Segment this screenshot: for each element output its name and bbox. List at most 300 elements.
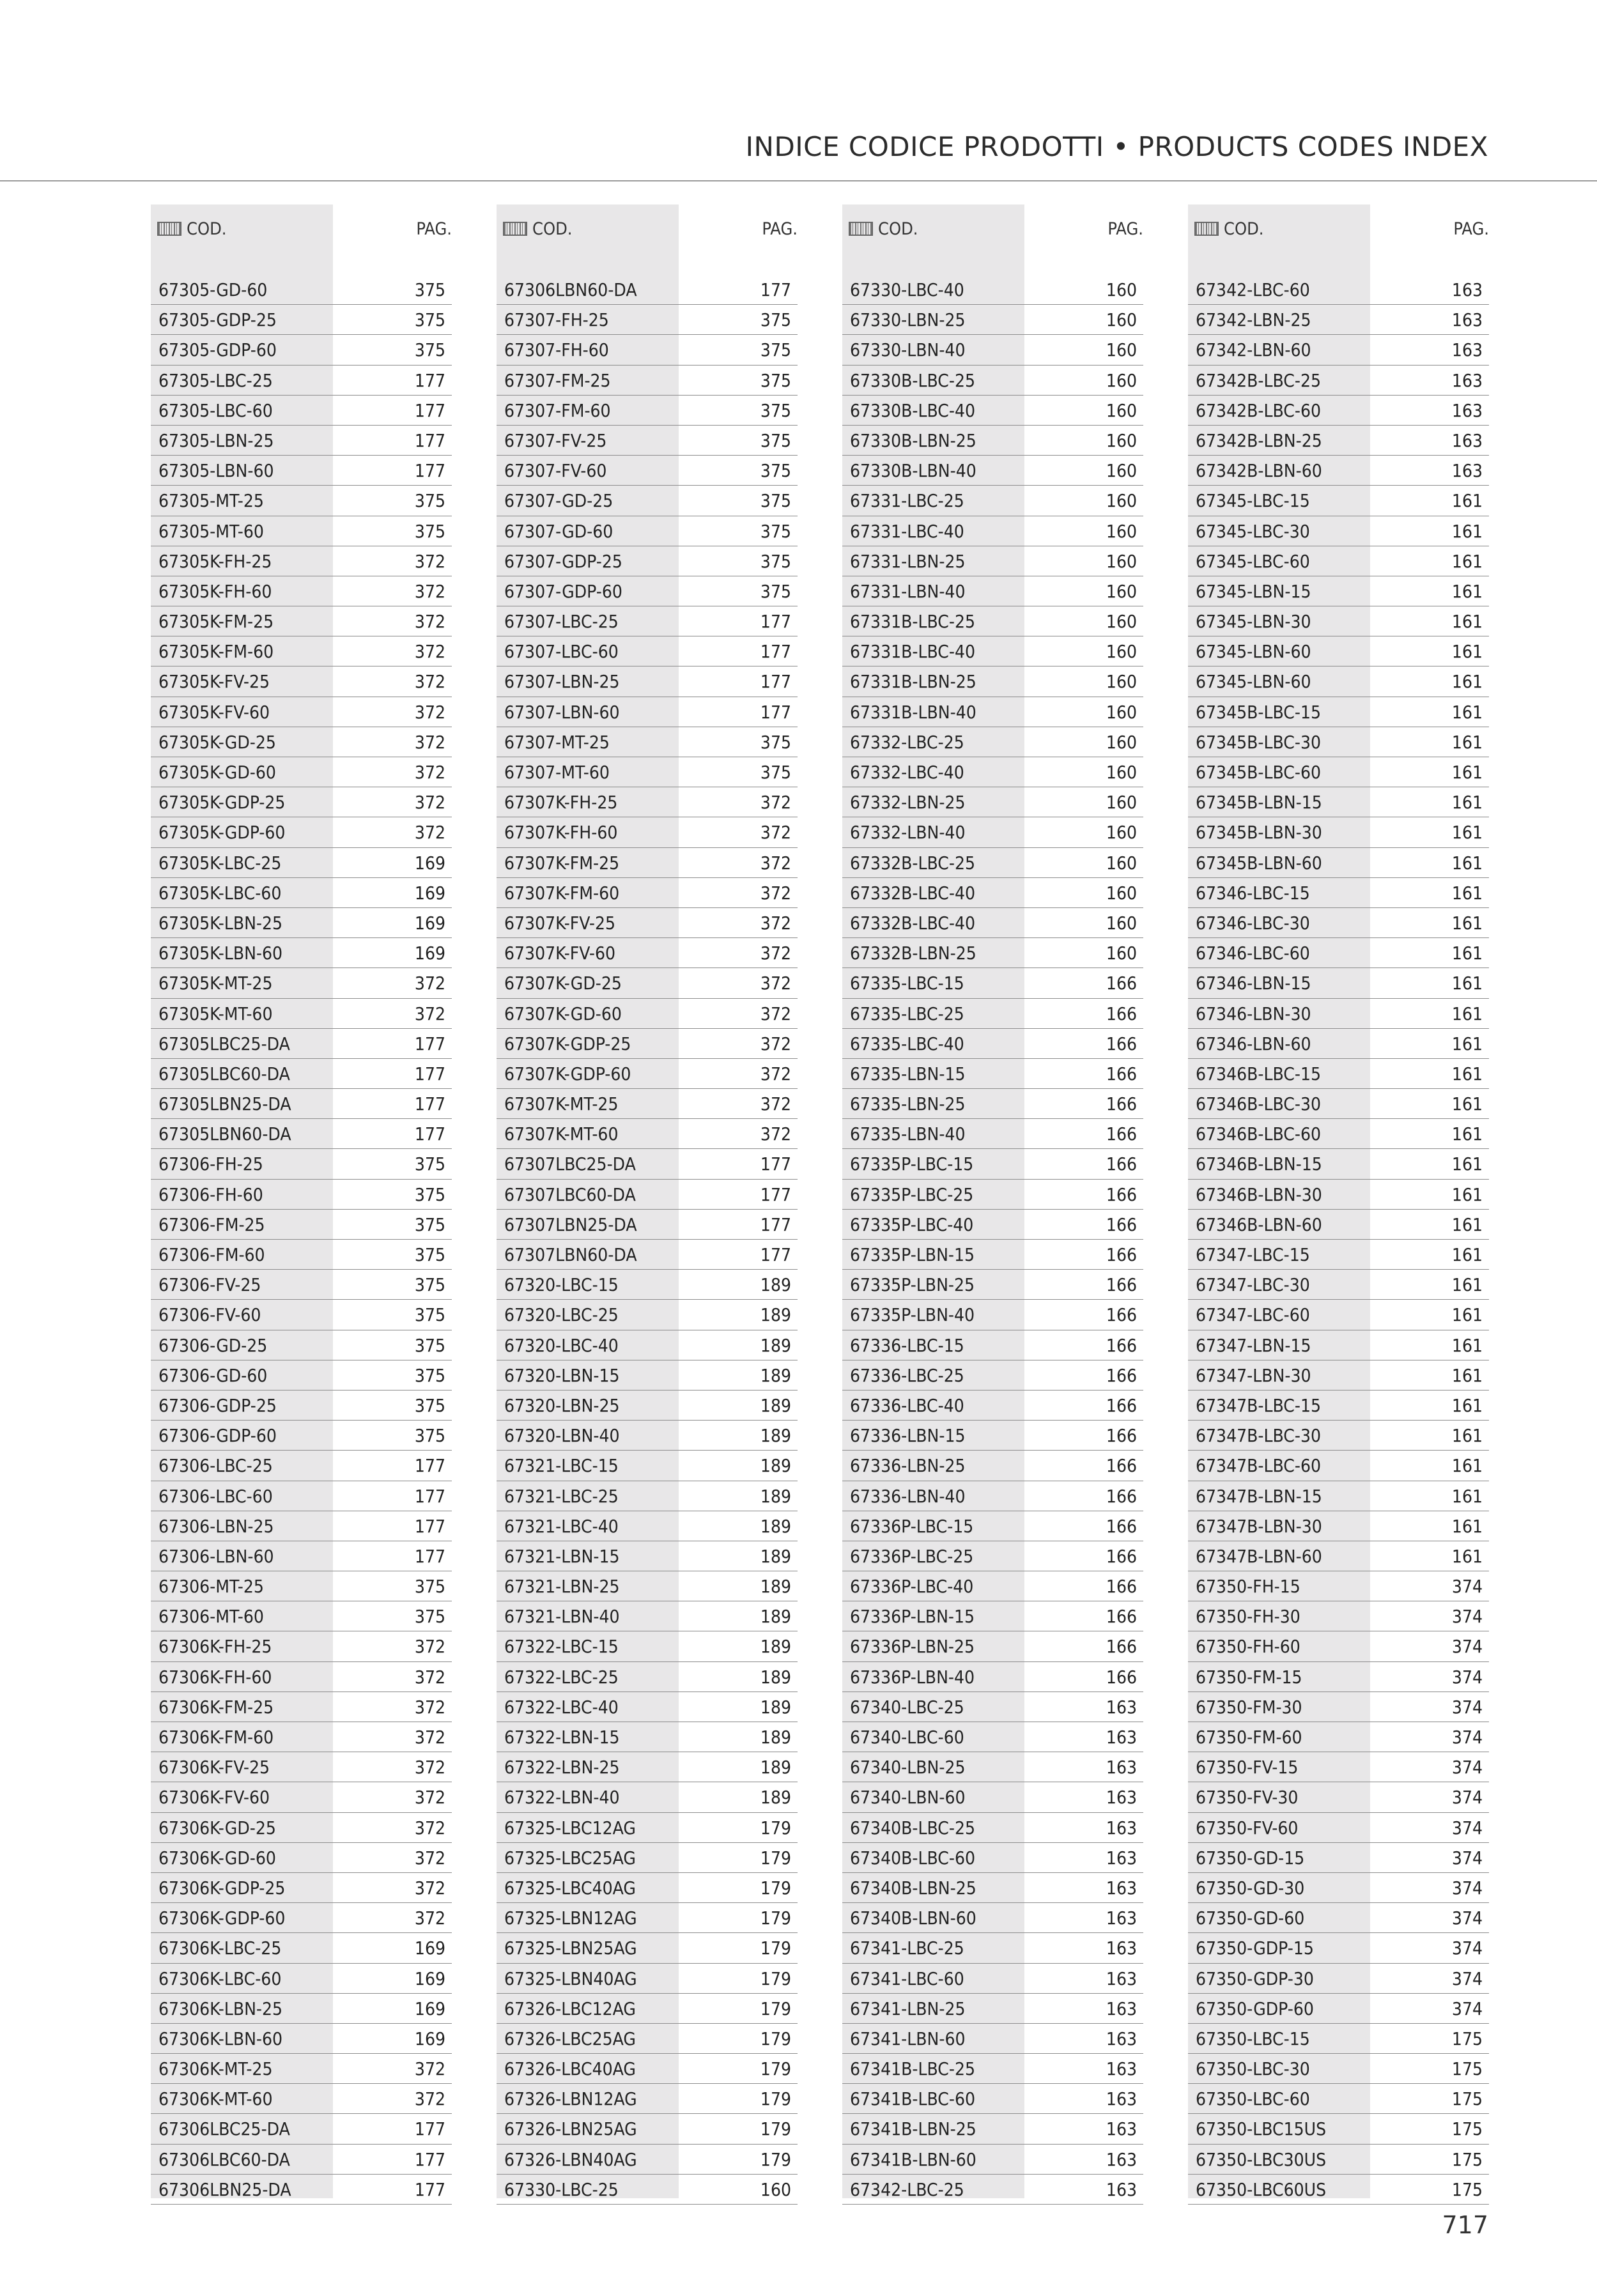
page-ref: 177 xyxy=(760,641,791,663)
product-code: 67341-LBC-60 xyxy=(850,1968,964,1989)
table-row xyxy=(1188,787,1489,817)
page-ref: 166 xyxy=(1106,1153,1137,1175)
product-code: 67341-LBN-60 xyxy=(850,2028,966,2049)
table-row xyxy=(842,1994,1143,2024)
table-row xyxy=(842,2145,1143,2175)
page-ref: 179 xyxy=(760,2148,791,2170)
page-ref: 177 xyxy=(414,429,445,451)
page-ref: 160 xyxy=(1106,912,1137,934)
page-ref: 160 xyxy=(1106,822,1137,844)
product-code: 67326-LBC40AG xyxy=(504,2058,636,2080)
table-row xyxy=(497,1270,798,1300)
table-row xyxy=(151,1511,452,1541)
product-code: 67305K-FH-25 xyxy=(158,550,272,572)
product-code: 67325-LBC12AG xyxy=(504,1817,636,1838)
page-ref: 189 xyxy=(760,1606,791,1628)
table-row xyxy=(497,908,798,938)
page-ref: 160 xyxy=(1106,792,1137,813)
product-code: 67340-LBN-60 xyxy=(850,1787,966,1808)
product-code: 67305K-FH-60 xyxy=(158,580,272,602)
table-row xyxy=(1188,1722,1489,1752)
page-ref: 189 xyxy=(760,1455,791,1477)
product-code: 67346-LBC-30 xyxy=(1196,912,1310,934)
page-ref: 166 xyxy=(1106,1394,1137,1416)
product-code: 67306K-FV-60 xyxy=(158,1787,270,1808)
product-code: 67336P-LBN-25 xyxy=(850,1636,975,1658)
page-ref: 374 xyxy=(1451,1877,1483,1899)
page-ref: 374 xyxy=(1451,1847,1483,1868)
product-code: 67306-GD-60 xyxy=(158,1364,268,1386)
table-row xyxy=(151,817,452,847)
page-ref: 374 xyxy=(1451,1696,1483,1718)
page-ref: 179 xyxy=(760,1817,791,1838)
table-row xyxy=(151,1752,452,1782)
page-ref: 166 xyxy=(1106,973,1137,994)
page-ref: 161 xyxy=(1451,822,1483,844)
table-row xyxy=(842,2084,1143,2114)
table-row xyxy=(151,2175,452,2205)
page-ref: 163 xyxy=(1106,1727,1137,1748)
product-code: 67321-LBN-15 xyxy=(504,1545,620,1567)
table-row xyxy=(1188,456,1489,486)
table-row xyxy=(497,697,798,727)
product-code: 67307K-FH-25 xyxy=(504,792,618,813)
table-row xyxy=(1188,817,1489,847)
code-header xyxy=(157,217,227,240)
table-row xyxy=(842,848,1143,878)
table-row xyxy=(1188,1089,1489,1119)
table-row xyxy=(842,1270,1143,1300)
column-header xyxy=(1188,204,1489,249)
product-code: 67307K-GDP-25 xyxy=(504,1033,631,1054)
product-code: 67305-LBC-60 xyxy=(158,399,273,421)
product-code: 67307-FV-25 xyxy=(504,429,607,451)
product-code: 67307-LBC-60 xyxy=(504,641,619,663)
page-ref: 161 xyxy=(1451,1153,1483,1175)
table-row xyxy=(151,1481,452,1511)
table-row xyxy=(1188,576,1489,606)
product-code: 67346B-LBN-15 xyxy=(1196,1153,1322,1175)
page-ref: 163 xyxy=(1451,339,1483,361)
table-row xyxy=(497,727,798,757)
table-row xyxy=(497,968,798,998)
page-ref: 189 xyxy=(760,1304,791,1326)
table-row xyxy=(497,787,798,817)
product-code: 67347-LBN-30 xyxy=(1196,1364,1311,1386)
page-ref: 160 xyxy=(1106,852,1137,874)
table-row xyxy=(151,1903,452,1933)
table-row xyxy=(497,426,798,456)
table-row xyxy=(497,1903,798,1933)
page-ref: 177 xyxy=(414,1123,445,1145)
page-ref: 163 xyxy=(1106,1696,1137,1718)
product-code: 67322-LBC-15 xyxy=(504,1636,619,1658)
product-code: 67345-LBN-30 xyxy=(1196,611,1311,633)
page-ref: 161 xyxy=(1451,1244,1483,1265)
table-row xyxy=(151,1240,452,1270)
table-row xyxy=(842,516,1143,546)
page-ref: 166 xyxy=(1106,1364,1137,1386)
table-row xyxy=(497,1180,798,1210)
product-code: 67340B-LBC-60 xyxy=(850,1847,976,1868)
product-code: 67336P-LBC-25 xyxy=(850,1545,974,1567)
table-row xyxy=(151,2084,452,2114)
page-ref: 375 xyxy=(760,550,791,572)
table-row xyxy=(151,456,452,486)
product-code: 67307-LBC-25 xyxy=(504,611,619,633)
table-row xyxy=(151,1180,452,1210)
table-row xyxy=(1188,697,1489,727)
product-code: 67332B-LBC-40 xyxy=(850,882,976,904)
product-code: 67350-GD-15 xyxy=(1196,1847,1305,1868)
table-row xyxy=(842,1662,1143,1692)
table-row xyxy=(1188,1391,1489,1421)
page-header-label: PAG. xyxy=(1107,219,1143,239)
table-row xyxy=(497,1210,798,1240)
page-ref: 177 xyxy=(414,1033,445,1054)
product-code: 67307-LBN-60 xyxy=(504,701,620,723)
page-ref: 372 xyxy=(760,943,791,964)
table-row xyxy=(1188,275,1489,305)
product-code: 67350-FV-15 xyxy=(1196,1757,1299,1778)
table-row xyxy=(1188,878,1489,908)
table-row xyxy=(842,1240,1143,1270)
table-row xyxy=(1188,1903,1489,1933)
table-row xyxy=(151,426,452,456)
product-code: 67306K-LBN-25 xyxy=(158,1998,283,2019)
product-code: 67306K-GDP-25 xyxy=(158,1877,286,1899)
table-row xyxy=(1188,1873,1489,1903)
code-header xyxy=(503,217,573,240)
page-ref: 375 xyxy=(760,520,791,542)
table-row xyxy=(151,275,452,305)
page-ref: 160 xyxy=(1106,701,1137,723)
table-row xyxy=(497,366,798,396)
table-row xyxy=(1188,426,1489,456)
table-row xyxy=(842,938,1143,968)
page-ref: 372 xyxy=(414,973,445,994)
table-row xyxy=(497,999,798,1029)
table-row xyxy=(842,606,1143,636)
table-row xyxy=(1188,636,1489,666)
page-ref: 179 xyxy=(760,1938,791,1959)
page-ref: 372 xyxy=(414,641,445,663)
table-row xyxy=(842,1451,1143,1481)
table-row xyxy=(1188,757,1489,787)
product-code: 67305-LBC-25 xyxy=(158,369,273,391)
page-ref: 177 xyxy=(760,1213,791,1235)
product-code: 67307LBN60-DA xyxy=(504,1244,637,1265)
table-row xyxy=(1188,305,1489,335)
table-row xyxy=(151,636,452,666)
product-code: 67306K-FM-60 xyxy=(158,1727,274,1748)
table-row xyxy=(1188,1421,1489,1451)
table-row xyxy=(497,305,798,335)
table-row xyxy=(151,1782,452,1812)
product-code: 67306LBC60-DA xyxy=(158,2148,290,2170)
table-row xyxy=(842,1029,1143,1059)
product-code: 67350-LBC-60 xyxy=(1196,2088,1310,2110)
page-ref: 161 xyxy=(1451,1183,1483,1205)
page-ref: 372 xyxy=(414,1757,445,1778)
table-row xyxy=(151,1360,452,1391)
table-row xyxy=(1188,396,1489,426)
product-code: 67345-LBN-60 xyxy=(1196,641,1311,663)
page-ref: 375 xyxy=(414,279,445,300)
product-code: 67306K-FH-25 xyxy=(158,1636,272,1658)
table-row xyxy=(151,1119,452,1149)
page-ref: 163 xyxy=(1106,2148,1137,2170)
product-code: 67307K-FM-60 xyxy=(504,882,620,904)
table-row xyxy=(842,1180,1143,1210)
table-row xyxy=(151,1933,452,1963)
page-ref: 189 xyxy=(760,1757,791,1778)
product-code: 67322-LBC-40 xyxy=(504,1696,619,1718)
product-code: 67307K-FV-25 xyxy=(504,912,616,934)
page-ref: 372 xyxy=(760,1003,791,1024)
page-ref: 166 xyxy=(1106,1003,1137,1024)
product-code: 67335-LBN-40 xyxy=(850,1123,966,1145)
page-ref: 177 xyxy=(414,1093,445,1115)
table-row xyxy=(151,2114,452,2144)
page-ref: 179 xyxy=(760,1998,791,2019)
page-ref: 179 xyxy=(760,1907,791,1929)
product-code: 67331B-LBC-25 xyxy=(850,611,976,633)
page-ref: 189 xyxy=(760,1727,791,1748)
index-column xyxy=(1188,204,1489,2205)
product-code: 67320-LBN-25 xyxy=(504,1394,620,1416)
column-header xyxy=(842,204,1143,249)
product-code: 67341B-LBN-25 xyxy=(850,2118,976,2140)
product-code: 67336P-LBN-15 xyxy=(850,1606,975,1628)
product-code: 67347-LBN-15 xyxy=(1196,1334,1311,1356)
page-ref: 372 xyxy=(414,1787,445,1808)
page-ref: 372 xyxy=(760,912,791,934)
table-row xyxy=(842,968,1143,998)
code-header-label: COD. xyxy=(532,219,573,239)
product-code: 67306-MT-25 xyxy=(158,1576,264,1598)
barcode-icon xyxy=(1194,222,1219,236)
product-code: 67342B-LBC-60 xyxy=(1196,399,1322,421)
table-row xyxy=(497,2084,798,2114)
table-row xyxy=(151,335,452,365)
table-row xyxy=(1188,1541,1489,1571)
table-row xyxy=(1188,1119,1489,1149)
table-row xyxy=(842,1330,1143,1360)
page-ref: 189 xyxy=(760,1334,791,1356)
product-code: 67321-LBC-40 xyxy=(504,1515,619,1537)
page-ref: 372 xyxy=(414,580,445,602)
page-ref: 160 xyxy=(1106,429,1137,451)
page-ref: 179 xyxy=(760,2028,791,2049)
page-ref: 374 xyxy=(1451,1968,1483,1989)
table-row xyxy=(842,486,1143,516)
table-row xyxy=(842,396,1143,426)
table-row xyxy=(497,1933,798,1963)
table-row xyxy=(151,1300,452,1330)
table-row xyxy=(151,1330,452,1360)
index-column xyxy=(842,204,1143,2205)
table-row xyxy=(1188,1481,1489,1511)
table-row xyxy=(497,486,798,516)
page-ref: 374 xyxy=(1451,1787,1483,1808)
product-code: 67330B-LBN-25 xyxy=(850,429,976,451)
page-ref: 177 xyxy=(414,1063,445,1084)
table-row xyxy=(151,1571,452,1601)
product-code: 67347B-LBC-30 xyxy=(1196,1425,1322,1447)
product-code: 67347B-LBN-15 xyxy=(1196,1485,1322,1507)
product-code: 67342B-LBN-60 xyxy=(1196,460,1322,482)
table-row xyxy=(842,1903,1143,1933)
page-ref: 161 xyxy=(1451,641,1483,663)
product-code: 67350-FM-30 xyxy=(1196,1696,1302,1718)
product-code: 67331-LBN-40 xyxy=(850,580,966,602)
table-row xyxy=(151,1873,452,1903)
page-ref: 372 xyxy=(760,1033,791,1054)
table-row xyxy=(151,878,452,908)
product-code: 67306K-LBC-25 xyxy=(158,1938,282,1959)
page-ref: 372 xyxy=(760,852,791,874)
product-code: 67326-LBN12AG xyxy=(504,2088,637,2110)
page-ref: 179 xyxy=(760,1847,791,1868)
product-code: 67307-FM-60 xyxy=(504,399,611,421)
product-code: 67345B-LBN-60 xyxy=(1196,852,1322,874)
table-row xyxy=(151,697,452,727)
table-row xyxy=(151,999,452,1029)
page-ref: 177 xyxy=(414,369,445,391)
product-code: 67346-LBN-30 xyxy=(1196,1003,1311,1024)
product-code: 67350-FM-60 xyxy=(1196,1727,1302,1748)
table-row xyxy=(151,666,452,697)
page-ref: 163 xyxy=(1451,309,1483,331)
product-code: 67305LBN60-DA xyxy=(158,1123,291,1145)
product-code: 67325-LBN12AG xyxy=(504,1907,637,1929)
product-code: 67305LBC25-DA xyxy=(158,1033,290,1054)
page-ref: 160 xyxy=(1106,882,1137,904)
product-code: 67346B-LBC-15 xyxy=(1196,1063,1322,1084)
table-row xyxy=(497,1360,798,1391)
table-row xyxy=(842,1843,1143,1873)
table-row xyxy=(842,335,1143,365)
page-ref: 179 xyxy=(760,1877,791,1899)
product-code: 67326-LBC25AG xyxy=(504,2028,636,2049)
product-code: 67306K-MT-60 xyxy=(158,2088,273,2110)
product-code: 67341-LBN-25 xyxy=(850,1998,966,2019)
product-code: 67346B-LBC-30 xyxy=(1196,1093,1322,1115)
page-ref: 163 xyxy=(1106,1938,1137,1959)
product-code: 67307-FH-25 xyxy=(504,309,609,331)
product-code: 67322-LBN-25 xyxy=(504,1757,620,1778)
table-row xyxy=(497,275,798,305)
product-code: 67306K-FV-25 xyxy=(158,1757,270,1778)
table-row xyxy=(151,366,452,396)
product-code: 67332B-LBC-25 xyxy=(850,852,976,874)
product-code: 67307-GD-60 xyxy=(504,520,613,542)
page-ref: 161 xyxy=(1451,1003,1483,1024)
page-ref: 177 xyxy=(760,671,791,693)
page-ref: 166 xyxy=(1106,1425,1137,1447)
table-row xyxy=(842,757,1143,787)
page-ref: 177 xyxy=(414,2118,445,2140)
page-ref: 372 xyxy=(414,1666,445,1688)
page-ref: 166 xyxy=(1106,1455,1137,1477)
product-code: 67320-LBC-25 xyxy=(504,1304,619,1326)
page-ref: 160 xyxy=(1106,731,1137,753)
page-ref: 160 xyxy=(1106,339,1137,361)
barcode-icon xyxy=(157,222,181,236)
product-code: 67307K-MT-25 xyxy=(504,1093,619,1115)
page-ref: 179 xyxy=(760,2058,791,2080)
product-code: 67345-LBN-15 xyxy=(1196,580,1311,602)
table-row xyxy=(842,1511,1143,1541)
product-code: 67335P-LBN-40 xyxy=(850,1304,975,1326)
product-code: 67330-LBN-40 xyxy=(850,339,966,361)
product-code: 67336P-LBC-15 xyxy=(850,1515,974,1537)
product-code: 67306-GDP-25 xyxy=(158,1394,277,1416)
product-code: 67307-FV-60 xyxy=(504,460,607,482)
table-row xyxy=(497,1873,798,1903)
table-row xyxy=(842,1541,1143,1571)
barcode-icon xyxy=(849,222,873,236)
page-ref: 374 xyxy=(1451,1727,1483,1748)
page-ref: 189 xyxy=(760,1485,791,1507)
table-row xyxy=(1188,1813,1489,1843)
table-row xyxy=(497,2054,798,2084)
page-ref: 161 xyxy=(1451,912,1483,934)
table-row xyxy=(1188,1843,1489,1873)
page-ref: 161 xyxy=(1451,1063,1483,1084)
product-code: 67350-FH-30 xyxy=(1196,1606,1300,1628)
product-code: 67305K-GD-60 xyxy=(158,762,276,783)
table-row xyxy=(151,546,452,576)
page-ref: 166 xyxy=(1106,1515,1137,1537)
page-ref: 166 xyxy=(1106,1033,1137,1054)
table-row xyxy=(497,1089,798,1119)
table-row xyxy=(1188,366,1489,396)
product-code: 67335P-LBN-15 xyxy=(850,1244,975,1265)
page-ref: 375 xyxy=(414,490,445,512)
table-row xyxy=(151,1391,452,1421)
table-row xyxy=(1188,606,1489,636)
table-row xyxy=(151,516,452,546)
table-row xyxy=(497,2114,798,2144)
product-code: 67306K-MT-25 xyxy=(158,2058,273,2080)
product-code: 67306-GDP-60 xyxy=(158,1425,277,1447)
product-code: 67345B-LBC-30 xyxy=(1196,731,1322,753)
product-code: 67307-GDP-60 xyxy=(504,580,622,602)
page-ref: 177 xyxy=(760,1153,791,1175)
table-row xyxy=(1188,1240,1489,1270)
page-ref: 177 xyxy=(414,1545,445,1567)
product-code: 67305K-MT-25 xyxy=(158,973,273,994)
product-code: 67306K-FH-60 xyxy=(158,1666,272,1688)
table-row xyxy=(497,1662,798,1692)
table-row xyxy=(1188,1059,1489,1089)
code-list xyxy=(151,275,452,2205)
page-ref: 163 xyxy=(1106,1817,1137,1838)
page-ref: 179 xyxy=(760,1968,791,1989)
page-ref: 375 xyxy=(414,339,445,361)
page-ref: 161 xyxy=(1451,943,1483,964)
page-ref: 372 xyxy=(760,882,791,904)
page-ref: 160 xyxy=(1106,309,1137,331)
product-code: 67306K-FM-25 xyxy=(158,1696,274,1718)
table-row xyxy=(1188,486,1489,516)
table-row xyxy=(151,1964,452,1994)
product-code: 67322-LBN-15 xyxy=(504,1727,620,1748)
product-code: 67350-FH-15 xyxy=(1196,1576,1300,1598)
table-row xyxy=(497,1782,798,1812)
